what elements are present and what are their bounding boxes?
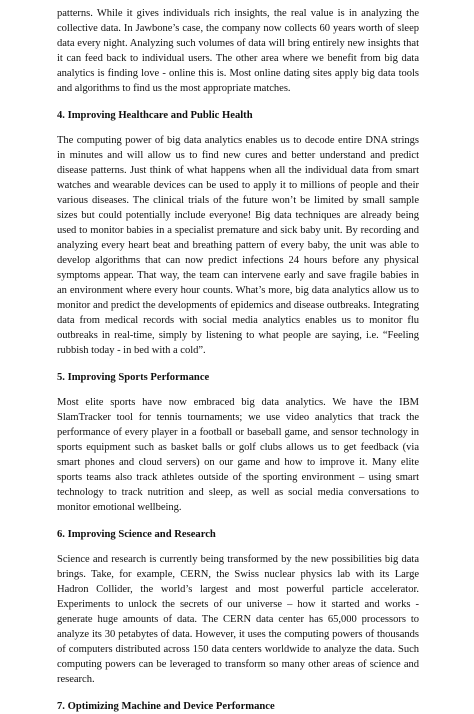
section-heading-science: 6. Improving Science and Research (57, 529, 216, 540)
section-heading-healthcare: 4. Improving Healthcare and Public Health (57, 110, 253, 121)
section-heading-sports: 5. Improving Sports Performance (57, 372, 210, 383)
intro-paragraph: patterns. While it gives individuals rich insights, the real value is in analyzing the collective data. In Jawbone’s case, the company now collects 60 years worth of sleep data every night. Analyzing such volumes of data will bring entirely new insights that it can feed back to individual users. The other area where we benefit from big data analytics is finding love - online this is. Most online dating sites apply big data tools and algorithms to find us the most appropriate matches. (57, 8, 419, 94)
section-body-sports: Most elite sports have now embraced big data analytics. We have the IBM SlamTracker tool for tennis tournaments; we use video analytics that track the performance of every player in a football or baseball game, and sensor technology in sports equipment such as basket balls or golf clubs allows us to get feedback (via smart phones and cloud servers) on our game and how to improve it. Many elite sports teams also track athletes outside of the sporting environment – using smart technology to track nutrition and sleep, as well as social media conversations to monitor emotional wellbeing. (57, 397, 419, 513)
document-page (57, 6, 419, 714)
section-heading-machines: 7. Optimizing Machine and Device Performance (57, 701, 275, 712)
section-body-science: Science and research is currently being transformed by the new possibilities big data brings. Take, for example, CERN, the Swiss nuclear physics lab with its Large Hadron Collider, the world’s largest and most powerful particle accelerator. Experiments to unlock the secrets of our universe – how it started and works - generate huge amounts of data. The CERN data center has 65,000 processors to analyze its 30 petabytes of data. However, it uses the computing powers of thousands of computers distributed across 150 data centers worldwide to analyze the data. Such computing powers can be leveraged to transform so many other areas of science and research. (57, 554, 419, 685)
section-body-healthcare: The computing power of big data analytics enables us to decode entire DNA strings in minutes and will allow us to find new cures and better understand and predict disease patterns. Just think of what happens when all the individual data from smart watches and wearable devices can be used to apply it to millions of people and their various diseases. The clinical trials of the future won’t be limited by small sample sizes but could potentially include everyone! Big data techniques are already being used to monitor babies in a specialist premature and sick baby unit. By recording and analyzing every heart beat and breathing pattern of every baby, the unit was able to develop algorithms that can now predict infections 24 hours before any physical symptoms appear. That way, the team can intervene early and save fragile babies in an environment where every hour counts. What’s more, big data analytics allow us to monitor and predict the developments of epidemics and disease outbreaks. Integrating data from medical records with social media analytics enables us to monitor flu outbreaks in real-time, simply by listening to what people are saying, i.e. “Feeling rubbish today - in bed with a cold”. (57, 135, 419, 356)
